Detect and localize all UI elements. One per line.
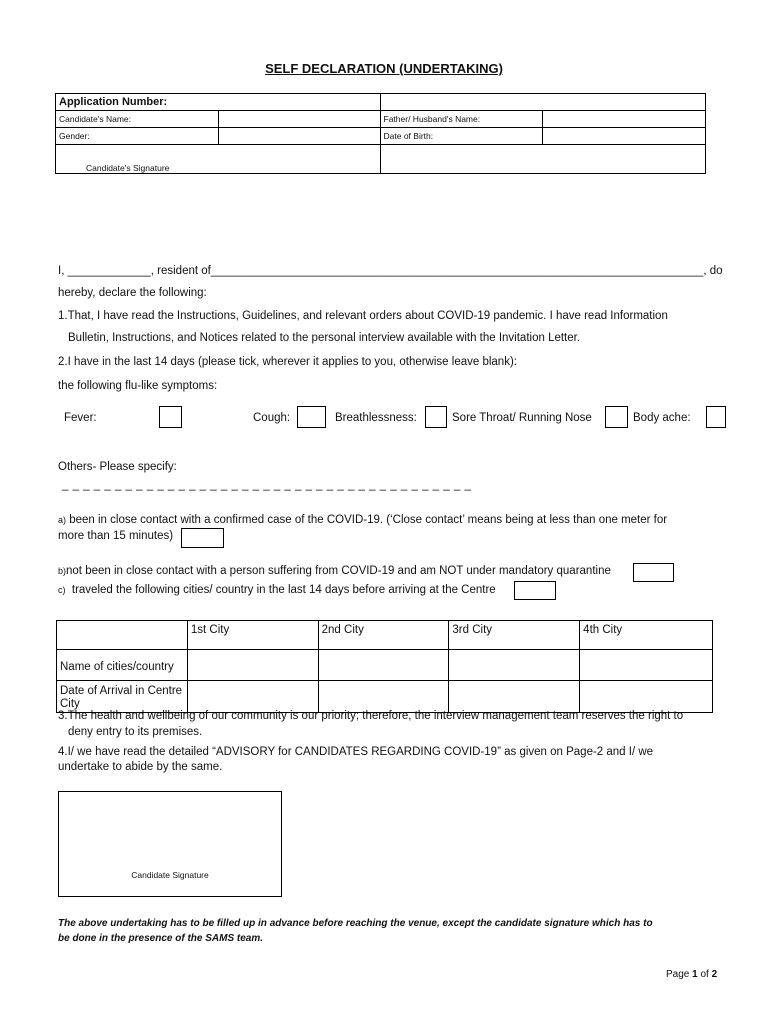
photo-cell[interactable]	[380, 145, 705, 174]
table-header-cell: 2nd City	[318, 621, 449, 650]
item-a-line-2: more than 15 minutes)	[58, 530, 174, 542]
item-c-text: traveled the following cities/ country in the last 14 days before arriving at the Centre	[71, 584, 496, 596]
table-header-cell: 3rd City	[449, 621, 580, 650]
symptom-cough-label: Cough:	[253, 412, 291, 424]
name-blank[interactable]: _____________	[67, 265, 151, 277]
arrival-date-cell[interactable]	[187, 681, 318, 713]
application-number-field[interactable]	[380, 94, 705, 111]
page-title: SELF DECLARATION (UNDERTAKING)	[265, 61, 503, 76]
row-label: Date of Arrival in Centre City	[57, 681, 188, 713]
city-name-cell[interactable]	[580, 650, 713, 681]
candidate-signature-caption: Candidate Signature	[131, 870, 209, 880]
point-2: 2.I have in the last 14 days (please tick, wherever it applies to you, otherwise leave blank):	[58, 356, 517, 368]
candidate-signature-label: Candidate's Signature	[86, 163, 170, 173]
symptom-breathlessness-checkbox[interactable]	[425, 406, 447, 428]
page-number	[666, 969, 717, 980]
symptom-fever-checkbox[interactable]	[159, 406, 182, 428]
applicant-details-table	[55, 93, 706, 174]
residence-blank[interactable]: _____________________________________________________________________________	[210, 265, 704, 277]
symptom-fever-label: Fever:	[64, 412, 97, 424]
city-name-cell[interactable]	[449, 650, 580, 681]
candidate-signature-cell[interactable]	[56, 145, 381, 174]
others-label: Others- Please specify:	[58, 461, 177, 473]
footnote-line-2: be done in the presence of the SAMS team.	[58, 933, 264, 944]
application-number-label: Application Number:	[56, 94, 381, 111]
table-header-cell: 4th City	[580, 621, 713, 650]
item-c-line	[58, 584, 496, 596]
point-4-line-1: 4.I/ we have read the detailed “ADVISORY for CANDIDATES REGARDING COVID-19” as given on Page-2 and I/ we	[58, 746, 654, 758]
item-b-text: not been in close contact with a person suffering from COVID-19 and am NOT under mandatory quarantine	[66, 565, 611, 577]
table-header-cell: 1st City	[187, 621, 318, 650]
item-a-text: been in close contact with a confirmed case of the COVID-19. (‘Close contact’ means being at less than one meter for	[69, 514, 668, 526]
dob-field[interactable]	[543, 128, 706, 145]
footnote-line-1: The above undertaking has to be filled up in advance before reaching the venue, except the candidate signature which has to	[58, 918, 653, 929]
arrival-date-cell[interactable]	[580, 681, 713, 713]
declaration-line-2: hereby, declare the following:	[58, 287, 207, 299]
page-of-label: of	[700, 969, 709, 980]
gender-label: Gender:	[56, 128, 219, 145]
dob-label: Date of Birth:	[380, 128, 543, 145]
point-4-line-2: undertake to abide by the same.	[58, 761, 223, 773]
table-header-cell	[57, 621, 188, 650]
candidate-name-label: Candidate's Name:	[56, 111, 219, 128]
resident-of-text: , resident of	[150, 265, 211, 277]
city-name-cell[interactable]	[318, 650, 449, 681]
item-a-marker: a)	[58, 515, 67, 525]
travel-cities-table	[56, 620, 713, 713]
declaration-line-1	[58, 265, 723, 277]
item-a-checkbox[interactable]	[181, 528, 224, 548]
point-3-line-1: 3.The health and wellbeing of our community is our priority; therefore, the interview management team reserves the right to	[58, 710, 684, 722]
father-husband-name-label: Father/ Husband's Name:	[380, 111, 543, 128]
symptom-breathlessness-label: Breathlessness:	[335, 412, 417, 424]
symptom-sore-throat-checkbox[interactable]	[605, 406, 628, 428]
symptom-body-ache-label: Body ache:	[633, 412, 691, 424]
item-c-marker: c)	[58, 585, 66, 595]
table-row	[57, 650, 713, 681]
table-row	[57, 681, 713, 713]
point-1-line-2: Bulletin, Instructions, and Notices related to the personal interview available with the Invitation Letter.	[68, 332, 581, 344]
page-current: 1	[692, 969, 698, 980]
table-header-row	[57, 621, 713, 650]
item-b-marker: b)	[58, 566, 67, 576]
arrival-date-cell[interactable]	[318, 681, 449, 713]
page-total: 2	[711, 969, 718, 980]
arrival-date-cell[interactable]	[449, 681, 580, 713]
item-b-checkbox[interactable]	[633, 563, 674, 582]
point-1-line-1: 1.That, I have read the Instructions, Guidelines, and relevant orders about COVID-19 pandemic. I have read Information	[58, 310, 668, 322]
gender-field[interactable]	[218, 128, 380, 145]
declaration-do-text: , do	[703, 265, 723, 277]
item-a-line-1	[58, 514, 667, 526]
symptom-sore-throat-label: Sore Throat/ Running Nose	[452, 412, 592, 424]
candidate-signature-box[interactable]	[58, 791, 282, 897]
candidate-name-field[interactable]	[218, 111, 380, 128]
item-c-checkbox[interactable]	[514, 581, 556, 600]
row-label: Name of cities/country	[57, 650, 188, 681]
point-3-line-2: deny entry to its premises.	[68, 726, 203, 738]
symptom-body-ache-checkbox[interactable]	[706, 406, 726, 428]
symptoms-intro: the following flu-like symptoms:	[58, 380, 218, 392]
item-b-line	[58, 565, 611, 577]
others-specify-line[interactable]: _ _ _ _ _ _ _ _ _ _ _ _ _ _ _ _ _ _ _ _ _ _ _ _ _ _ _ _ _ _ _ _ _ _ _ _ _ _ _	[62, 479, 472, 491]
symptom-cough-checkbox[interactable]	[297, 406, 326, 428]
declaration-prefix: I,	[58, 265, 65, 277]
father-husband-name-field[interactable]	[543, 111, 706, 128]
city-name-cell[interactable]	[187, 650, 318, 681]
page-label: Page	[666, 969, 690, 980]
